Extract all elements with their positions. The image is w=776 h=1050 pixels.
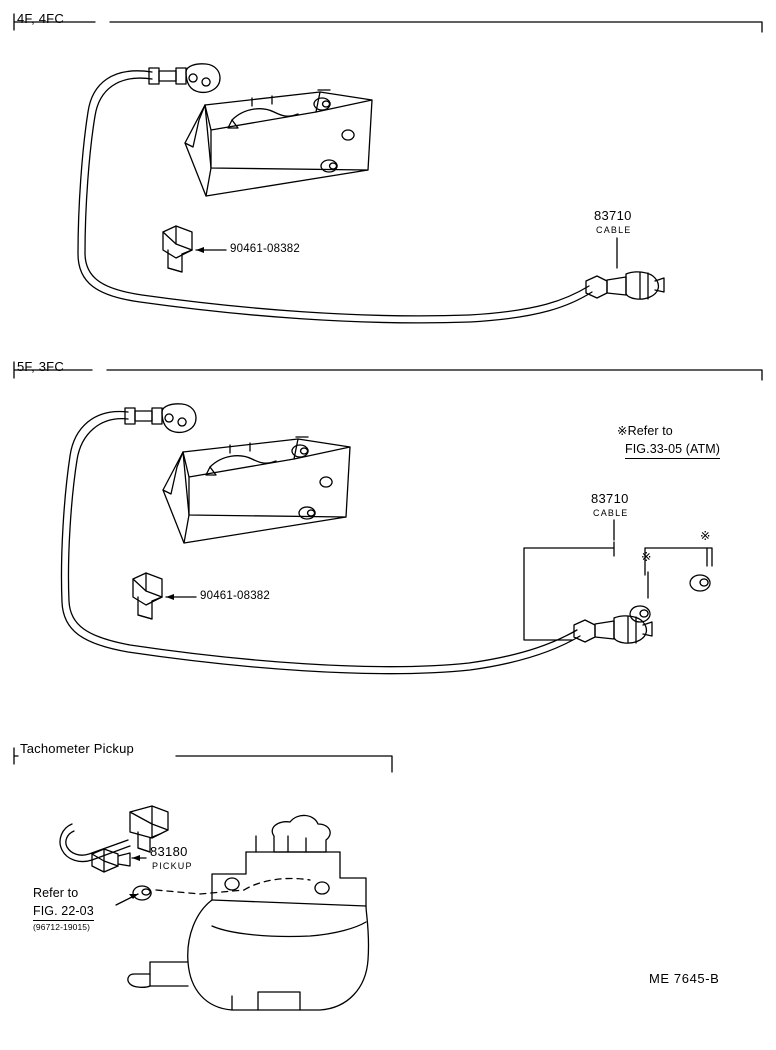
pickup-part-number: 83180 bbox=[150, 844, 188, 859]
star-mark-b-icon: ※ bbox=[700, 529, 711, 543]
sheet-code: ME 7645-B bbox=[649, 971, 720, 986]
star-mark-a-icon: ※ bbox=[641, 550, 652, 564]
refer-mark-icon: ※ bbox=[617, 424, 628, 438]
speedometer-cable-assembly-2 bbox=[61, 404, 652, 674]
washer-parts-2 bbox=[630, 575, 710, 622]
tach-refer-partno: (96712-19015) bbox=[33, 922, 91, 932]
tach-refer-line1: Refer to bbox=[33, 886, 79, 900]
section-title-tachometer: Tachometer Pickup bbox=[20, 741, 134, 756]
pickup-part-name: PICKUP bbox=[152, 861, 193, 871]
branch-bracket-2 bbox=[524, 542, 712, 640]
combination-meter-2 bbox=[163, 437, 350, 543]
section-title-5f3fc: 5F, 3FC bbox=[17, 359, 64, 374]
o-ring-tach bbox=[133, 886, 151, 900]
speedometer-cable-assembly-1 bbox=[78, 64, 664, 323]
section-title-4f4fc: 4F, 4FC bbox=[17, 11, 64, 26]
refer-note-fig-2: FIG.33-05 (ATM) bbox=[625, 443, 720, 459]
combination-meter-1 bbox=[185, 90, 372, 196]
refer-note-2 bbox=[617, 425, 673, 439]
refer-note-line1: Refer to bbox=[627, 424, 673, 438]
alignment-dash bbox=[156, 890, 244, 894]
cable-clip-2 bbox=[133, 573, 162, 619]
leader-oring bbox=[116, 894, 138, 905]
section-frame-5f3fc bbox=[14, 359, 762, 380]
clip-part-number-2: 90461-08382 bbox=[200, 590, 270, 602]
cable-part-name-1: CABLE bbox=[596, 225, 632, 235]
cable-part-number-2: 83710 bbox=[591, 491, 629, 506]
clip-part-number-1: 90461-08382 bbox=[230, 243, 300, 255]
cable-clip-1 bbox=[163, 226, 192, 272]
cable-part-name-2: CABLE bbox=[593, 508, 629, 518]
section-frame-4f4fc bbox=[14, 11, 762, 32]
cable-part-number-1: 83710 bbox=[594, 208, 632, 223]
tach-refer-fig: FIG. 22-03 bbox=[33, 905, 94, 921]
